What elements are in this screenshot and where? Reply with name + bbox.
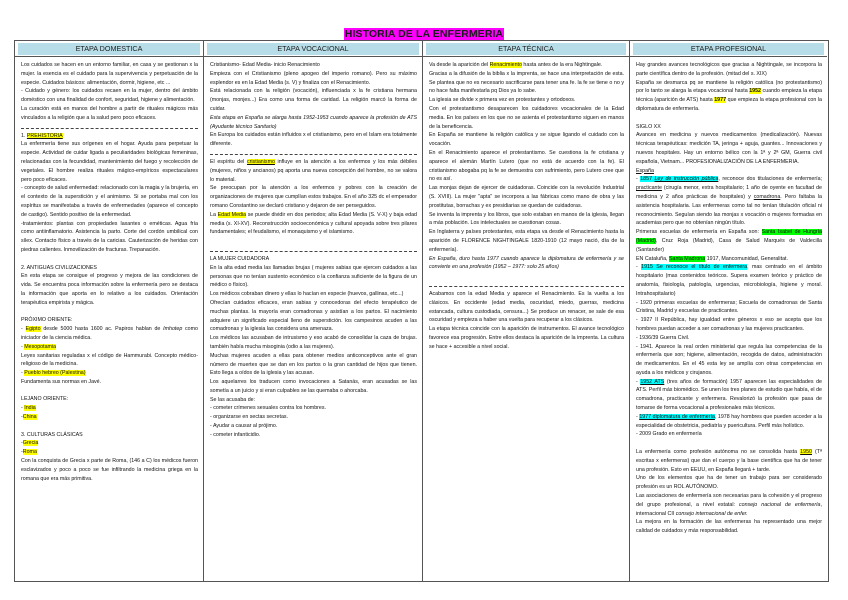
column-body <box>15 57 203 483</box>
paragraph <box>429 61 624 70</box>
text-run: En esta etapa se consigue el progreso y mejora de las condiciones de vida. Se encuentra poca información sobre la enfermería pero se destaca la información que aporta en lo relativo a los cuidados. Orientación terapéutica empirista y mágica. <box>21 273 198 306</box>
highlighted-text: Roma <box>22 449 37 456</box>
text-run: LEJANO ORIENTE: <box>21 396 69 403</box>
paragraph <box>21 413 198 422</box>
text-run: , 1978 hay hombres que pueden acceder a la especialidad de obstetricia, pediatría y puericultura. Perfil más holístico. <box>636 413 822 429</box>
column-header: ETAPA DOMESTICA <box>18 43 200 55</box>
paragraph <box>636 263 822 298</box>
styled-text: comadrona <box>753 193 781 200</box>
column-body <box>423 57 629 352</box>
column-body <box>630 57 827 536</box>
text-run: como iniciador de la ciencia médica. <box>21 326 198 341</box>
paragraph <box>429 96 624 105</box>
paragraph <box>636 79 822 114</box>
text-run: Se inventa la imprenta y los libros, que solo estaban en manos de la iglesia, llegan a más población. Los intelectuales se cuestionan cosas. <box>429 211 624 227</box>
paragraph <box>636 413 822 431</box>
text-run: Está relacionada con la religión (vocación), influenciada x la fe cristiana hermana (monjas, monjes...) Era como una forma de caridad. La religión marcó la forma de cuidar. <box>210 88 417 112</box>
paragraph <box>21 272 198 307</box>
paragraph <box>429 70 624 96</box>
highlighted-text: Pueblo hebreo (Palestina) <box>24 370 86 377</box>
text-run: Los médicos cobraban dinero y ellas lo hacían en especie (huevos, gallinas, etc...) <box>210 291 404 298</box>
text-run: - <box>21 449 23 456</box>
history-table <box>14 40 829 582</box>
paragraph <box>21 352 198 370</box>
paragraph <box>210 184 417 210</box>
paragraph <box>21 61 198 87</box>
blank-line <box>21 387 198 396</box>
text-run: Se preocupan por la atención a los enfermos y pobres con la creación de organizaciones de mujeres que cumplían estos trabajos. En el año 325 dc el emperador romano Constantino se declaró cristiano y dejaron de ser perseguidos. <box>210 185 417 209</box>
text-run: . Pero faltaba la asistencia hospitalaria. Las enfermeras como tal no tenían titulación oficial ni reconocimiento. Seguían siendo las monjas x vocación o mujeres formadas en academias pero que no obtenían ningún título. <box>636 193 822 227</box>
text-run: 1917, Mancomunidad, Generalitat. <box>705 255 788 262</box>
paragraph <box>429 228 624 254</box>
text-run: PRÓXIMO ORIENTE: <box>21 317 73 324</box>
text-run: Cristianismo- Edad Media- inicio Renacimiento <box>210 62 320 68</box>
text-run: Primeras escuelas de enfermería en España son: <box>636 229 762 236</box>
text-run: SIGLO XX <box>636 123 661 130</box>
text-run: (cirugía menor, extra hospitalario; 1 año de oyente en facultad de medicina y 2 años prácticas de hospitales) y <box>636 185 822 200</box>
paragraph <box>210 70 417 88</box>
highlighted-text: 1857 <box>640 176 655 183</box>
paragraph <box>636 255 822 264</box>
text-run: que empieza la etapa profesional con la diplomatura de enfermería. <box>636 97 822 112</box>
text-run: - 1941. Aparece la real orden ministerial que regula las competencias de la enfermería que son; higiene, alimentación, recogida de datos, administración de medicamentos. En el 45 esta ley se amplía con otras competencias en ayuda a los médicos y cirujanos. <box>636 343 822 376</box>
text-run: - <box>636 378 641 385</box>
paragraph <box>21 439 198 448</box>
text-run: Los médicos las acusaban de intrusismo y eso acabó de consolidar la caza de brujas. también había mucha misoginia (odio a las mujeres). <box>210 335 417 350</box>
styled-text: consejo internacional de enfer. <box>675 510 748 517</box>
highlighted-text: PREHISTORIA <box>26 132 63 139</box>
blank-line <box>429 272 624 281</box>
text-run: - <box>21 343 25 350</box>
document-title: HISTORIA DE LA ENFERMERIA <box>344 28 504 40</box>
highlighted-text: Egipto <box>25 326 41 333</box>
text-run: 3. CULTURAS CLÁSICAS <box>21 431 83 438</box>
text-run: En el Renacimiento aparece el protestantismo. Se cuestiona la fe cristiana y aparece el alemán Martín Lutero (que no está de acuerdo con la fe). El cristianismo abogaba pq la fe se demuestra con sufrimiento, pero Lutero cree que no es así. <box>429 149 624 183</box>
text-run: Empieza con el Cristianismo (pleno apogeo del imperio romano). Pero su máximo esplendor es en la Edad Media (s. V) y finaliza con el Renacimiento. <box>210 70 417 86</box>
text-run: EN Cataluña, <box>636 255 669 262</box>
text-run: - <box>636 176 641 183</box>
text-run: - 1936/39 Guerra Civil. <box>636 334 690 341</box>
paragraph <box>210 431 417 440</box>
text-run: Fundamenta sus normas en Javé. <box>21 378 102 385</box>
section-divider <box>21 123 198 129</box>
text-run: Con la conquista de Grecia x parte de Roma, (146 a C) los médicos fueron esclavizados y poco a poco se fue infiltrando la medicina griega en la romana que era más primitiva. <box>21 458 198 482</box>
text-run: - organizarse en sectas secretas. <box>210 414 289 421</box>
blank-line <box>21 422 198 431</box>
paragraph <box>21 404 198 413</box>
text-run: hasta antes de la era Nightingale. <box>521 62 603 68</box>
paragraph <box>636 175 822 228</box>
text-run: Los aquelarres los traducen como invocaciones a Satanás, eran acusadas se las sometía a un juicio y si eran culpables se las quemaba o ahorcaba. <box>210 379 417 394</box>
text-run: - <box>636 413 640 420</box>
text-run: 2. ANTIGUAS CIVILIZACIONES <box>21 264 97 271</box>
paragraph <box>636 167 822 176</box>
paragraph <box>21 132 198 141</box>
paragraph <box>636 316 822 334</box>
highlighted-text: cristianismo <box>246 158 275 165</box>
paragraph <box>210 61 417 70</box>
paragraph <box>429 131 624 149</box>
paragraph <box>636 430 822 439</box>
text-run: Los cuidados se hacen en un entorno familiar, en casa y se gestionan x la mujer. la esencia es el cuidado para la supervivencia y perpetuación de la especie. Cuidados básicos: alimentación, dormir, higiene, etc ... <box>21 62 198 86</box>
highlighted-text: Santa Isabel de Hungría (Madrid) <box>636 229 822 244</box>
paragraph <box>210 264 417 290</box>
text-run: , internacional CII <box>636 501 822 517</box>
text-run: - cometer infanticidio. <box>210 431 261 438</box>
paragraph <box>210 396 417 405</box>
paragraph <box>210 114 417 132</box>
paragraph <box>210 290 417 299</box>
section-divider <box>210 246 417 252</box>
paragraph <box>429 149 624 184</box>
text-run: - Cuidado y género: los cuidados recaen en la mujer, dentro del ámbito doméstico con una finalidad de confort, seguridad, higiene y alimentación. <box>21 88 198 104</box>
text-run: En Inglaterra y países protestantes, esta etapa va desde el Renacimiento hasta la aparición de FLORENCE NIGHTINGALE 1820-1910 (12 mayo nació, día de la enfermería). <box>429 229 624 253</box>
paragraph <box>21 431 198 440</box>
paragraph <box>210 422 417 431</box>
text-run: desde 5000 hasta 1600 ac. Papiros hablan de <box>40 326 164 333</box>
paragraph <box>636 299 822 317</box>
paragraph <box>210 211 417 237</box>
paragraph <box>636 131 822 166</box>
paragraph <box>21 395 198 404</box>
column-etapa-domestica <box>15 41 204 581</box>
highlighted-text: Santa Madrona <box>668 255 706 262</box>
paragraph <box>429 325 624 351</box>
paragraph <box>210 87 417 113</box>
paragraph <box>210 255 417 264</box>
paragraph <box>210 413 417 422</box>
text-run: - <box>21 405 25 412</box>
text-run: 1. <box>21 132 27 139</box>
column-etapa-profesional <box>630 41 827 581</box>
highlighted-text: 1977 diplomatura de enfermería <box>639 413 715 420</box>
text-run: Con el protestantismo desaparecen los cuidadores vocacionales de la Edad media. En los países en los que no se asienta el protestantismo siguen en manos de la beneficencia. <box>429 105 624 130</box>
text-run: Hay grandes avances tecnológicos que gracias a Nightingale, se incorpora la parte científica dentro de la profesión. (mitad del s. XIX) <box>636 62 822 77</box>
text-run: La iglesia se divide x primera vez en protestantes y ortodoxos. <box>429 97 576 104</box>
blank-line <box>636 114 822 123</box>
paragraph <box>21 457 198 483</box>
paragraph <box>636 334 822 343</box>
paragraph <box>636 378 822 413</box>
highlighted-text: Ley de instrucción pública <box>654 176 719 183</box>
text-run: Avances en medicina y nuevos medicamentos (medicalización). Nuevas técnicas terapéuticas: medición TA, jeringa + aguja, guantes... Innovaciones y nuevos hospitales. Hay un entorno bélico con la 1ª y 2ª GM, Guerra civil española, Vietnam... PROFESIONALIZACIÓN DE LA ENFERMERIA. <box>636 132 822 165</box>
blank-line <box>636 439 822 448</box>
paragraph <box>210 404 417 413</box>
highlighted-text: Mesopotamia <box>24 343 57 350</box>
text-run: Acabamos con la edad Media y aparece el Renacimiento. Es la vuelta a los clásicos. En occidente (edad media, oscuridad, miedo, guerras, medicina estancada, cultura custodiada, censura...) Se produce un renacer, se sale de esa oscuridad y empieza a haber una vuelta para recuperar a los clásicos. <box>429 290 624 324</box>
paragraph <box>636 228 822 254</box>
text-run: - Ayudar a causar al prójimo. <box>210 423 278 430</box>
text-run: Muchas mujeres acuden a ellas para obtener medios anticonceptivos ante el gran número de muertes que se dan en los partos o la gran cantidad de hijos que tienen. Esto llega a oídos de la iglesia y las acusan. <box>210 352 417 377</box>
text-run: (tres años de formación) 1957 aparecen las especialidades de ATS. Perfil más biomédico. Se unen los tres planes de estudio que había, el de comadrona, practicante y enfermera. Revalorizó la profesión que pasa de tomarse de forma vocacional a profesionales más técnicos. <box>636 378 822 412</box>
text-run: La etapa técnica coincide con la aparición de instrumentos. El avance tecnológico favorece esa progresión. Entre ellos destaca la aparición de la imprenta. La cultura se hace + accesible a nivel social. <box>429 326 624 350</box>
paragraph <box>429 184 624 210</box>
styled-text: Esta etapa en España se alarga hasta 1952-1953 cuando aparece la profesión de ATS (Ayudante técnico Sanitario) <box>210 114 417 130</box>
paragraph <box>21 87 198 105</box>
text-run: Las monjas dejan de ejercer de cuidadoras. Coincide con la revolución Industrial (S. XVIII). La mujer "apta" se incorpora a las fábricas como mano de obra y las prostitutas, borrachas y ex presidiarias se quedan de cuidadoras. <box>429 185 624 209</box>
column-body <box>204 57 422 440</box>
text-run: Leyes sanitarias reguladas x el código de Hammurabi. Concepto médico- religioso de la medicina. <box>21 352 198 368</box>
paragraph <box>21 448 198 457</box>
paragraph <box>429 290 624 325</box>
blank-line <box>210 237 417 246</box>
text-run: España se desmarca pq se mantiene la religión católica (no protestantismo) por lo tanto se alarga la etapa vocacional hasta <box>636 79 822 95</box>
section-divider <box>210 149 417 155</box>
section-divider <box>429 281 624 287</box>
paragraph <box>210 334 417 352</box>
text-run: se puede dividir en dos periodos; alta Edad Media (S. V-X) y baja edad media (s. XI-XV). Reconstrucción socioeconómica y cultural apoyada sobre tres pilares fundamentales; el feudalismo, el monaquismo y el islamismo. <box>210 211 417 236</box>
blank-line <box>21 255 198 264</box>
text-run: La curación está en manos del hombre a partir de rituales mágicos más vinculados a la religión que a la salud pero poco eficaces. <box>21 105 198 121</box>
text-run: , reconoce dos titulaciones de enfermería; <box>718 176 822 183</box>
paragraph <box>429 105 624 131</box>
column-header: ETAPA VOCACIONAL <box>207 43 419 55</box>
text-run: - <box>21 370 25 377</box>
styled-text: En España, duro hasta 1977 cuando aparece la diplomatura de enfermería y se convierte en una profesión (1952 – 1977: solo 25 años) <box>429 255 624 271</box>
text-run: - <box>21 414 23 421</box>
highlighted-text: China <box>22 414 37 421</box>
styled-text: practicante <box>636 185 662 192</box>
paragraph <box>210 299 417 334</box>
highlighted-text: 1915 Se reconoce el título de enfermera <box>641 264 748 271</box>
paragraph <box>21 184 198 219</box>
text-run: Ofrecían cuidados eficaces, eran sabias y conocedoras del efecto terapéutico de muchas plantas. la mayoría eran comadronas y asistían a los partos. El nacimiento adquiere un significado especial lleno de superstición. los campesinos acuden a las comadronas y la iglesia las considera una amenaza. <box>210 299 417 333</box>
paragraph <box>210 378 417 396</box>
text-run: La enfermería como profesión autónoma no se consolida hasta <box>636 449 801 456</box>
paragraph <box>21 369 198 378</box>
text-run: LA MUJER CUIDADORA <box>210 255 270 262</box>
text-run: - <box>21 326 26 333</box>
paragraph <box>429 211 624 229</box>
text-run: La enfermería tiene sus orígenes en el hogar. Ayuda para perpetuar la especie. Actividad de cuidar ligada a peculiaridades biológicas femeninas, relacionadas con la fecundidad, mantenimiento del fuego y recolección de vegetales. El hombre realiza rituales mágico-empíricos espectaculares pero poco eficaces. <box>21 141 198 183</box>
text-run: -tratamientos: plantas con propiedades laxantes o eméticas. Agua fría como antiinflamatorio. Asistencia la parto. Corte del cordón umbilical con sílex. Contacto físico a través de la caricias. Cauterización de heridas con piedras calientes. Inmovilización de fracturas. Trepanación. <box>21 220 198 253</box>
text-run: Va desde la aparición del <box>429 62 490 68</box>
column-etapa-vocacional <box>204 41 423 581</box>
column-header: ETAPA TÉCNICA <box>426 43 626 55</box>
text-run: - 1927 II República, hay igualdad entre géneros x eso se acepta que los hombres puedan acceder a ser comadronas y las mujeres practicantes. <box>636 317 822 332</box>
paragraph <box>636 123 822 132</box>
highlighted-text: Edad Media <box>217 211 247 218</box>
text-run: - concepto de salud enfermedad: relacionado con la magia y la brujería, en el contexto de la superstición y el animismo. Si se portaba mal con los espíritus se manifestaba a través de enfermedades (aparece el concepto de castigo). Sentido positivo de la enfermedad. <box>21 185 198 218</box>
styled-text: consejo nacional de enfermería <box>738 501 821 508</box>
paragraph <box>210 131 417 149</box>
paragraph <box>21 220 198 255</box>
column-header: ETAPA PROFESIONAL <box>633 43 824 55</box>
paragraph <box>210 158 417 184</box>
paragraph <box>21 343 198 352</box>
text-run: , mas centrado en el ámbito hospitalario (mas contenidos teóricos. Supera examen teórico y práctico de anatomía, fisiología, patología, urgencias, microbiología, higiene y moral. Intrahospitalario) <box>636 264 822 297</box>
highlighted-text: 1952 ATS <box>640 378 665 385</box>
text-run: - <box>21 440 23 447</box>
text-run: - cometer crímenes sexuales contra los hombres. <box>210 405 326 412</box>
text-run: Uno de los elementos que ha de tener un trabajo para ser considerado profesión es un ROL AUTÓNOMO. <box>636 475 822 491</box>
column-etapa-tecnica <box>423 41 630 581</box>
styled-text: Imhotep <box>163 326 183 333</box>
paragraph <box>636 448 822 474</box>
text-run: Se las acusaba de: <box>210 396 256 403</box>
highlighted-text: Renacimiento <box>489 62 522 68</box>
text-run: La <box>210 211 218 218</box>
text-run: La mejora en la formación de las enfermeras ha representado una mejor calidad de cuidados y más responsabilidad. <box>636 519 822 535</box>
text-run: influye en la atención a los enfermos y los más débiles (mujeres, niños y ancianos) pq aporta una nueva concepción del hombre, no se valora lo material. <box>210 158 417 183</box>
styled-text: España <box>636 167 654 174</box>
text-run: Las asociaciones de enfermería son necesarias para la cohesión y el progreso del grupo profesional, a nivel estatal: <box>636 493 822 508</box>
highlighted-text: India <box>24 405 36 412</box>
highlighted-text: Grecia <box>22 440 39 447</box>
paragraph <box>21 325 198 343</box>
text-run: - <box>636 264 642 271</box>
text-run: - 2009 Grado en enfermería <box>636 431 702 438</box>
paragraph <box>21 316 198 325</box>
paragraph <box>636 518 822 536</box>
text-run: cuando empieza la etapa técnica (aparición de ATS) hasta <box>636 88 822 104</box>
blank-line <box>21 308 198 317</box>
paragraph <box>636 343 822 378</box>
text-run: El espíritu del <box>210 158 247 165</box>
highlighted-text: 1977 <box>714 97 727 104</box>
text-run: En la alta edad media las llamadas brujas ( mujeres sabias que ejercen cuidados a las personas que no tenían sustento económico o la confianza suficiente de la figura de un médico o físico). <box>210 264 417 289</box>
text-run: En Europa los cuidados están influidos x el cristianismo, pero en el Islam era totalmente diferente. <box>210 132 417 148</box>
paragraph <box>636 61 822 79</box>
text-run: (Tª escritas x enfermeras) que dan el cuerpo y la base científica que ha de tener una profesión. Esto en EEUU, en España llegará + tarde. <box>636 449 822 473</box>
paragraph <box>636 492 822 518</box>
text-run: Gracias a la difusión de la biblia x la imprenta, se hace una interpretación de esta. Se plantea que no es necesario sacrificarse para tener una fe. la fe se tiene o no y no hace falta manifestarla pq Dios ya lo sabe. <box>429 70 624 95</box>
text-run: En España se mantiene la religión católica y se sigue ligando el cuidado con la vocación. <box>429 132 624 148</box>
paragraph <box>21 378 198 387</box>
paragraph <box>636 474 822 492</box>
text-run: - 1920 primeras escuelas de enfermeras; Escuela de comadronas de Santa Cristina, Madrid y escuelas de practicantes. <box>636 299 822 315</box>
paragraph <box>210 352 417 378</box>
paragraph <box>21 105 198 123</box>
paragraph <box>21 140 198 184</box>
paragraph <box>21 264 198 273</box>
text-run: , Cruz Roja (Madrid), Casa de Salud Marqués de Valdecilla (Santander) <box>636 237 822 253</box>
highlighted-text: 1952 <box>749 88 761 95</box>
highlighted-text: 1950 <box>800 449 812 456</box>
paragraph <box>429 255 624 273</box>
